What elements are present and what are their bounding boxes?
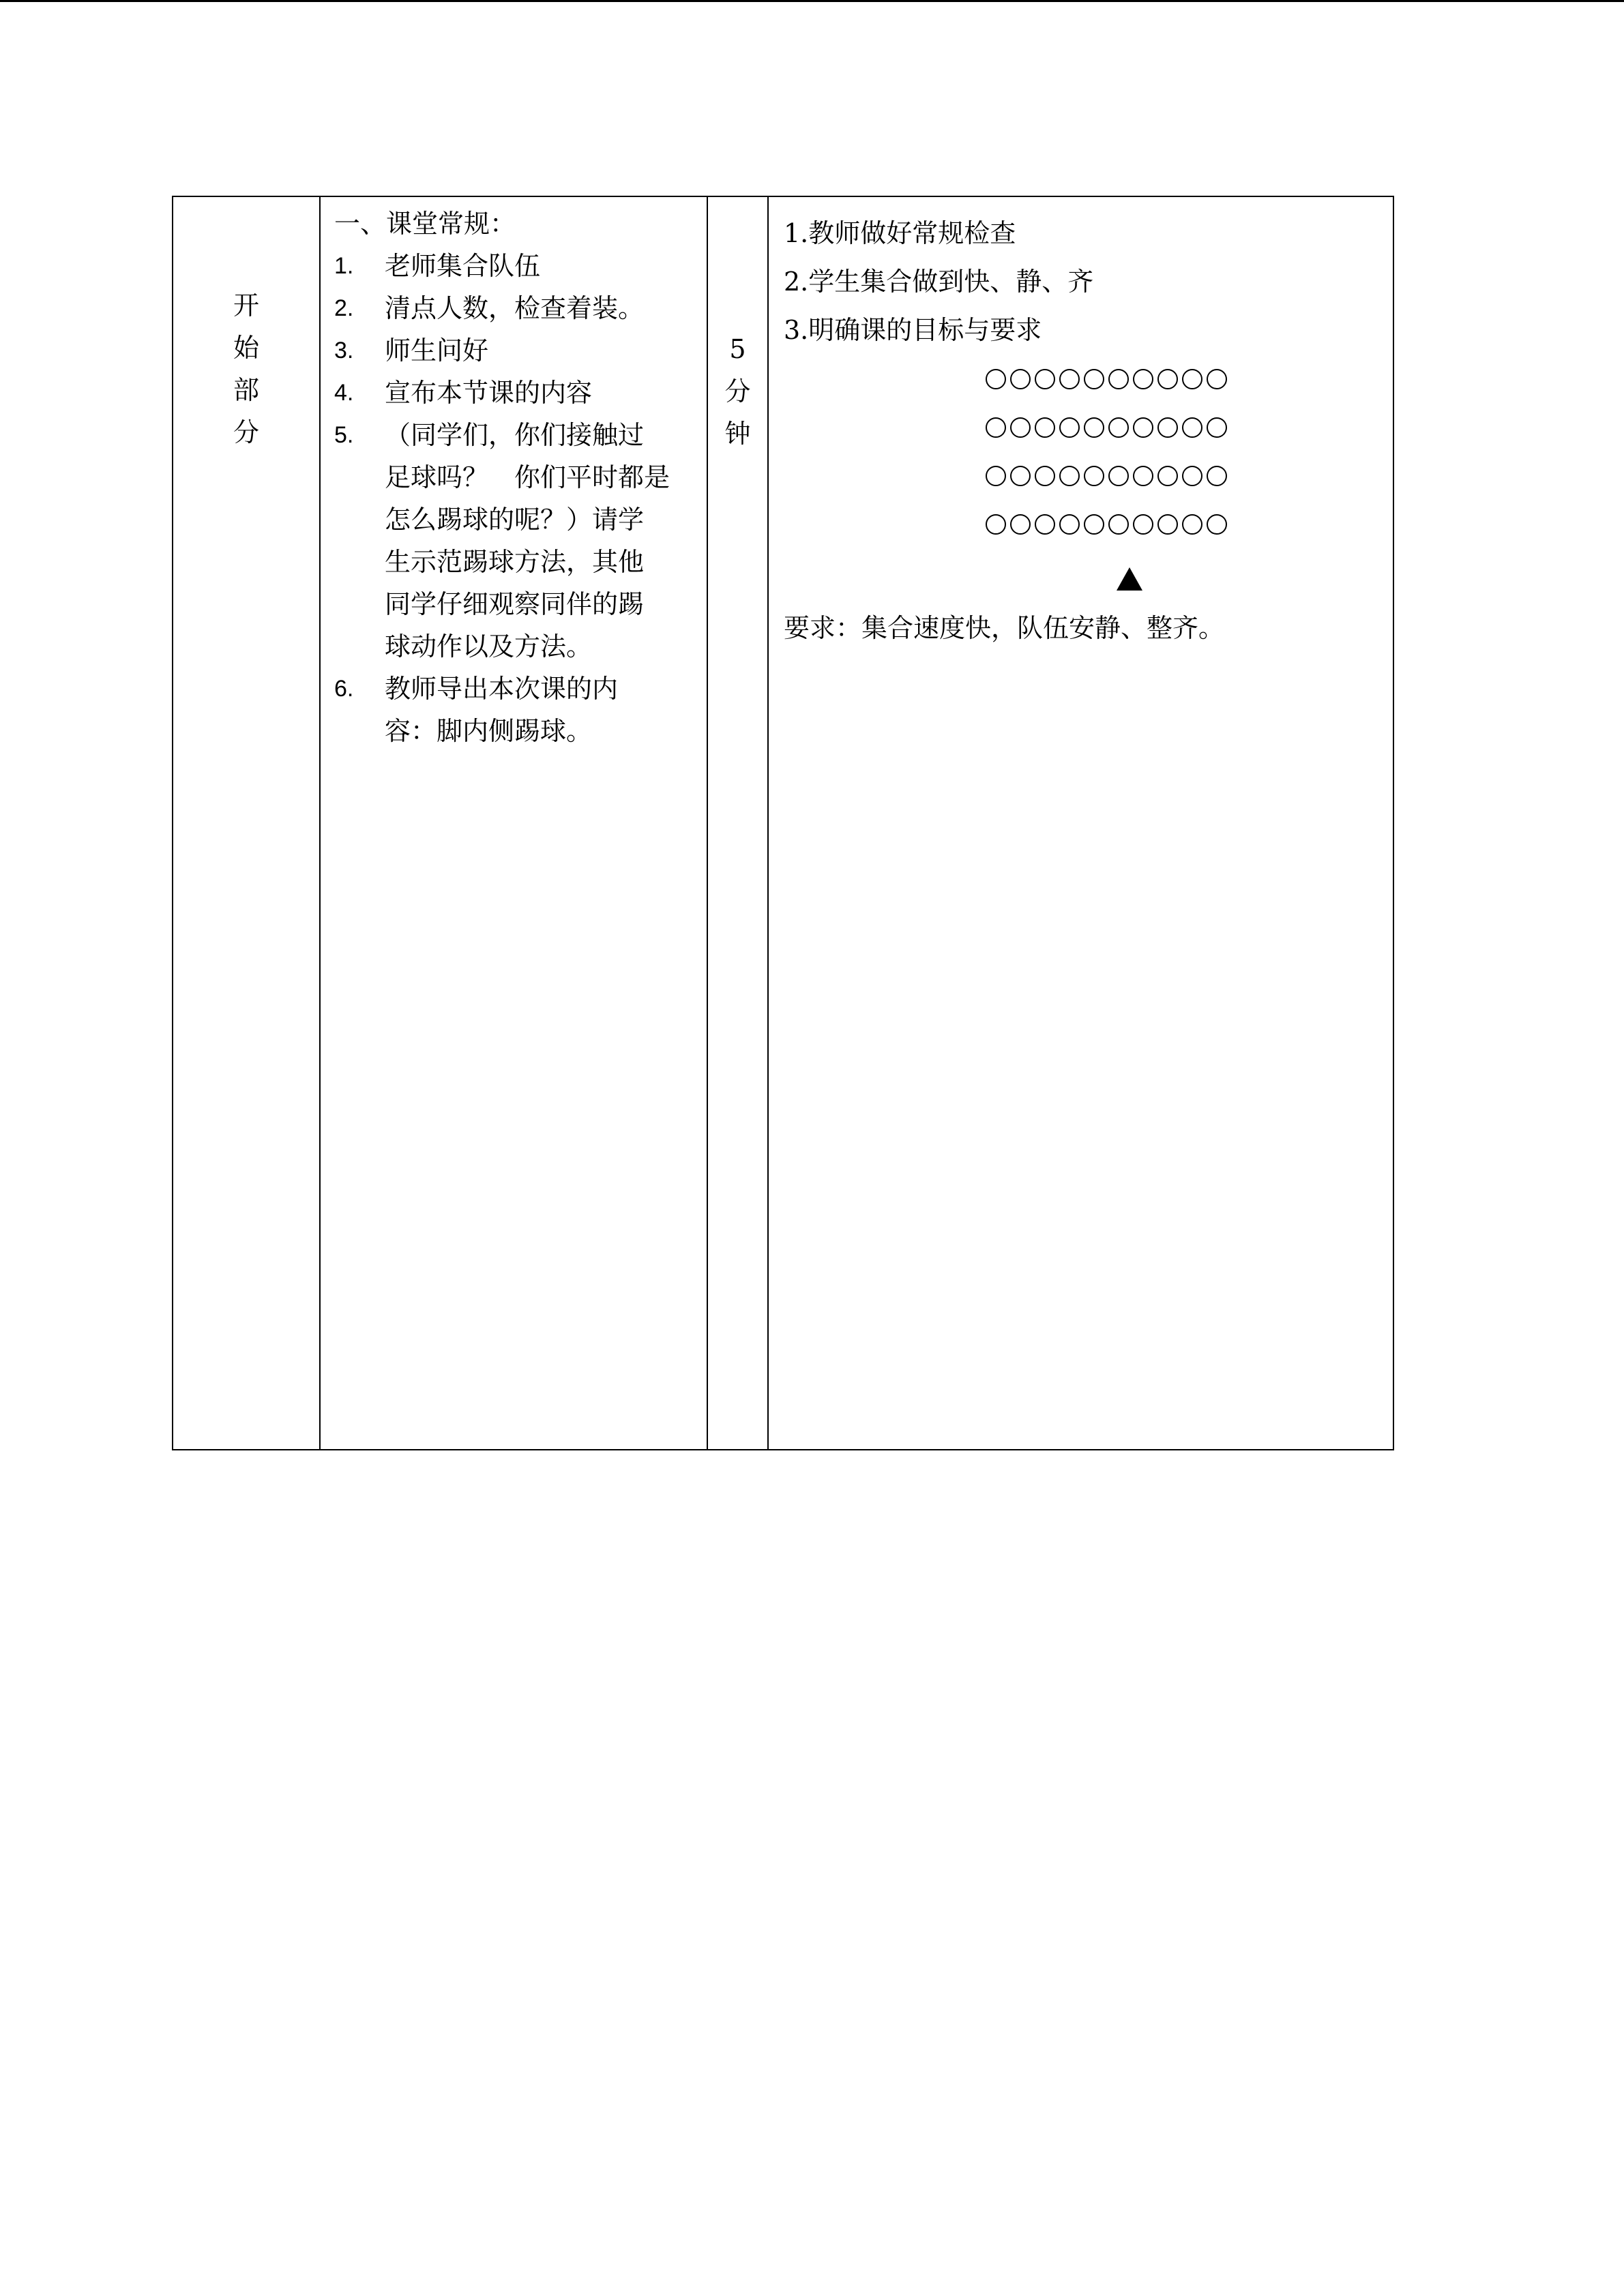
teacher-triangle-icon <box>1117 567 1142 591</box>
student-circle-icon <box>1108 514 1129 535</box>
list-item-text-line: （同学们，你们接触过 <box>385 420 645 450</box>
student-circle-icon <box>1157 369 1178 389</box>
list-item-number: 6. <box>334 676 354 702</box>
organization-cell <box>768 196 1393 1450</box>
organization-line: 2.学生集合做到快、静、齐 <box>784 267 1094 297</box>
organization-line: 3.明确课的目标与要求 <box>784 315 1042 345</box>
time-label <box>708 197 767 455</box>
list-item <box>334 287 694 329</box>
student-circle-icon <box>1108 466 1129 486</box>
student-circle-icon <box>1182 369 1202 389</box>
student-circle-icon <box>1059 417 1080 438</box>
content-heading: 一、课堂常规： <box>334 209 516 239</box>
list-item <box>334 329 694 372</box>
formation-row <box>986 403 1393 451</box>
student-circle-icon <box>1108 369 1129 389</box>
student-circle-icon <box>1157 417 1178 438</box>
section-label-char: 开 <box>233 290 259 320</box>
student-circle-icon <box>1035 466 1055 486</box>
student-circle-icon <box>1035 369 1055 389</box>
list-item-text-line: 容：脚内侧踢球。 <box>385 716 593 746</box>
list-item-number: 4. <box>334 380 354 406</box>
list-item-text-line: 生示范踢球方法，其他 <box>385 547 645 577</box>
formation-row <box>986 355 1393 403</box>
student-circle-icon <box>1010 417 1031 438</box>
student-circle-icon <box>1182 466 1202 486</box>
student-circle-icon <box>1207 514 1227 535</box>
student-circle-icon <box>1010 466 1031 486</box>
student-circle-icon <box>1133 369 1153 389</box>
requirement-text: 要求：集合速度快，队伍安静、整齐。 <box>784 613 1225 643</box>
list-item-text: 宣布本节课的内容 <box>385 378 593 408</box>
student-circle-icon <box>1133 514 1153 535</box>
student-circle-icon <box>1084 417 1104 438</box>
student-circle-icon <box>1084 514 1104 535</box>
student-circle-icon <box>1084 466 1104 486</box>
student-circle-icon <box>1157 514 1178 535</box>
list-item-text-line: 球动作以及方法。 <box>385 631 593 661</box>
student-circle-icon <box>986 514 1006 535</box>
list-item-text-line: 足球吗？ 你们平时都是 <box>385 462 670 492</box>
time-cell <box>707 196 768 1450</box>
section-label-char: 部 <box>233 375 259 405</box>
list-item-text-line: 怎么踢球的呢？）请学 <box>385 505 645 535</box>
table-row <box>173 196 1393 1450</box>
student-circle-icon <box>986 466 1006 486</box>
formation-row <box>986 451 1393 500</box>
student-circle-icon <box>1084 369 1104 389</box>
student-circle-icon <box>1059 369 1080 389</box>
list-item-number: 2. <box>334 295 354 321</box>
student-circle-icon <box>1059 514 1080 535</box>
student-circle-icon <box>1010 514 1031 535</box>
list-item-number: 5. <box>334 422 354 448</box>
organization-line: 1.教师做好常规检查 <box>784 218 1016 248</box>
student-circle-icon <box>1133 417 1153 438</box>
page-top-border <box>0 0 1624 2</box>
teacher-position <box>784 548 1393 604</box>
student-circle-icon <box>1182 417 1202 438</box>
list-item-number: 1. <box>334 253 354 279</box>
student-circle-icon <box>1207 417 1227 438</box>
student-circle-icon <box>1035 417 1055 438</box>
student-circle-icon <box>986 417 1006 438</box>
student-circle-icon <box>1059 466 1080 486</box>
content-cell <box>320 196 707 1450</box>
student-circle-icon <box>1207 369 1227 389</box>
student-circle-icon <box>1207 466 1227 486</box>
section-label <box>173 197 319 453</box>
list-item-text-line: 教师导出本次课的内 <box>385 674 619 704</box>
section-cell <box>173 196 320 1450</box>
student-circle-icon <box>986 369 1006 389</box>
student-circle-icon <box>1133 466 1153 486</box>
student-formation <box>784 355 1393 548</box>
list-item-number: 3. <box>334 338 354 363</box>
time-char: 钟 <box>724 419 751 449</box>
list-item <box>334 372 694 414</box>
time-char: 5 <box>729 334 746 364</box>
list-item-text: 师生问好 <box>385 336 489 366</box>
content-list <box>334 245 694 752</box>
section-label-char: 分 <box>233 417 259 447</box>
list-item-text: 老师集合队伍 <box>385 251 541 281</box>
list-item <box>334 245 694 287</box>
section-label-char: 始 <box>233 333 259 363</box>
lesson-plan-table <box>172 196 1394 1450</box>
time-char: 分 <box>724 376 751 406</box>
list-item <box>334 668 694 752</box>
list-item <box>334 414 694 668</box>
list-item-text: 清点人数，检查着装。 <box>385 293 645 323</box>
student-circle-icon <box>1035 514 1055 535</box>
formation-row <box>986 500 1393 548</box>
list-item-text-line: 同学仔细观察同伴的踢 <box>385 589 645 619</box>
student-circle-icon <box>1157 466 1178 486</box>
student-circle-icon <box>1010 369 1031 389</box>
student-circle-icon <box>1182 514 1202 535</box>
student-circle-icon <box>1108 417 1129 438</box>
